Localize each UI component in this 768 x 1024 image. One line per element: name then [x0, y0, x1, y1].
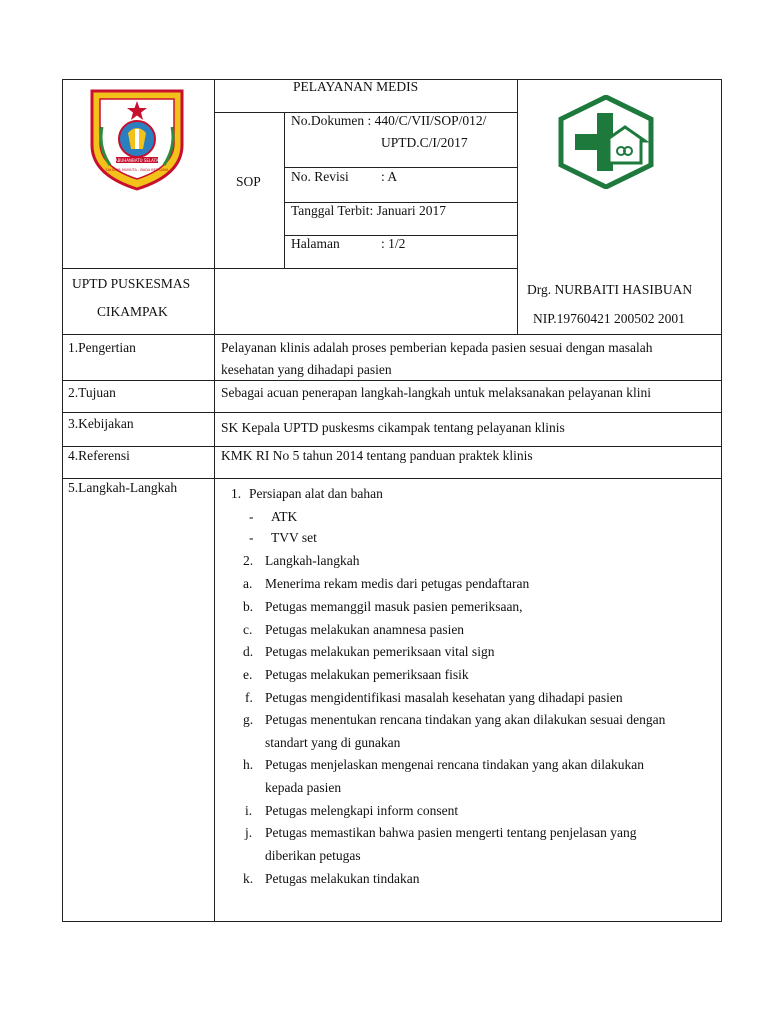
list-item: Petugas memanggil masuk pasien pemeriksaan, — [265, 599, 523, 614]
section-label-pengertian: 1.Pengertian — [68, 340, 136, 355]
section-label-kebijakan: 3.Kebijakan — [68, 416, 134, 431]
list-item-number: k. — [243, 871, 254, 886]
sop-label: SOP — [236, 174, 261, 189]
list-item: Petugas mengidentifikasi masalah kesehatan yang dihadapi pasien — [265, 690, 623, 705]
list-item: Petugas melakukan pemeriksaan vital sign — [265, 644, 495, 659]
referensi-text: KMK RI No 5 tahun 2014 tentang panduan praktek klinis — [221, 448, 533, 463]
list-item-number: 1. — [231, 486, 242, 501]
list-item-dash: - — [249, 509, 254, 524]
list-item-number: i. — [245, 803, 253, 818]
list-item-cont: diberikan petugas — [265, 848, 361, 863]
list-item: Langkah-langkah — [265, 553, 360, 568]
page-value: : 1/2 — [381, 236, 406, 251]
list-item-number: f. — [245, 690, 253, 705]
revision-label: No. Revisi — [291, 169, 349, 184]
list-item: ATK — [271, 509, 298, 524]
page-label: Halaman — [291, 236, 340, 251]
list-item: Persiapan alat dan bahan — [249, 486, 383, 501]
list-item: Petugas menentukan rencana tindakan yang akan dilakukan sesuai dengan — [265, 712, 666, 727]
puskesmas-logo — [555, 95, 657, 189]
kebijakan-text: SK Kepala UPTD puskesms cikampak tentang pelayanan klinis — [221, 420, 565, 435]
list-item: Petugas melakukan anamnesa pasien — [265, 622, 465, 637]
list-item-number: c. — [243, 622, 253, 637]
document-title: PELAYANAN MEDIS — [293, 79, 419, 94]
section-label-referensi: 4.Referensi — [68, 448, 130, 463]
list-item-dash: - — [249, 530, 254, 545]
list-item: Petugas melakukan pemeriksaan fisik — [265, 667, 469, 682]
pengertian-text-line2: kesehatan yang dihadapi pasien — [221, 362, 392, 377]
regency-crest-logo — [88, 87, 186, 191]
list-item: Petugas melakukan tindakan — [265, 871, 420, 886]
section-label-tujuan: 2.Tujuan — [68, 385, 116, 400]
list-item-number: h. — [243, 757, 254, 772]
list-item: Petugas memastikan bahwa pasien mengerti tentang penjelasan yang — [265, 825, 637, 840]
list-item-cont: kepada pasien — [265, 780, 342, 795]
list-item-number: j. — [245, 825, 253, 840]
section-label-langkah: 5.Langkah-Langkah — [68, 480, 178, 495]
issue-date: Tanggal Terbit: Januari 2017 — [291, 203, 446, 218]
list-item-number: b. — [243, 599, 254, 614]
org-name-line1: UPTD PUSKESMAS — [72, 276, 191, 291]
pengertian-text-line1: Pelayanan klinis adalah proses pemberian kepada pasien sesuai dengan masalah — [221, 340, 653, 355]
tujuan-text: Sebagai acuan penerapan langkah-langkah untuk melaksanakan pelayanan klini — [221, 385, 651, 400]
doc-number: No.Dokumen : 440/C/VII/SOP/012/ — [291, 113, 487, 128]
list-item-number: g. — [243, 712, 254, 727]
doc-number-cont: UPTD.C/I/2017 — [381, 135, 468, 150]
signatory-name: Drg. NURBAITI HASIBUAN — [527, 282, 693, 297]
revision-value: : A — [381, 169, 398, 184]
org-name-line2: CIKAMPAK — [97, 304, 168, 319]
list-item: TVV set — [271, 530, 317, 545]
svg-text:SAHDOR MUNUTA - BADA BERSAMA: SAHDOR MUNUTA - BADA BERSAMA — [105, 168, 169, 172]
list-item: Petugas menjelaskan mengenai rencana tindakan yang akan dilakukan — [265, 757, 644, 772]
list-item: Petugas melengkapi inform consent — [265, 803, 459, 818]
svg-text:LABUHANBATU SELATAN: LABUHANBATU SELATAN — [112, 157, 162, 163]
list-item: Menerima rekam medis dari petugas pendaftaran — [265, 576, 530, 591]
list-item-number: a. — [243, 576, 253, 591]
list-item-cont: standart yang di gunakan — [265, 735, 401, 750]
list-item-number: d. — [243, 644, 254, 659]
list-item-number: e. — [243, 667, 253, 682]
list-item-number: 2. — [243, 553, 254, 568]
signatory-nip: NIP.19760421 200502 2001 — [533, 311, 685, 326]
